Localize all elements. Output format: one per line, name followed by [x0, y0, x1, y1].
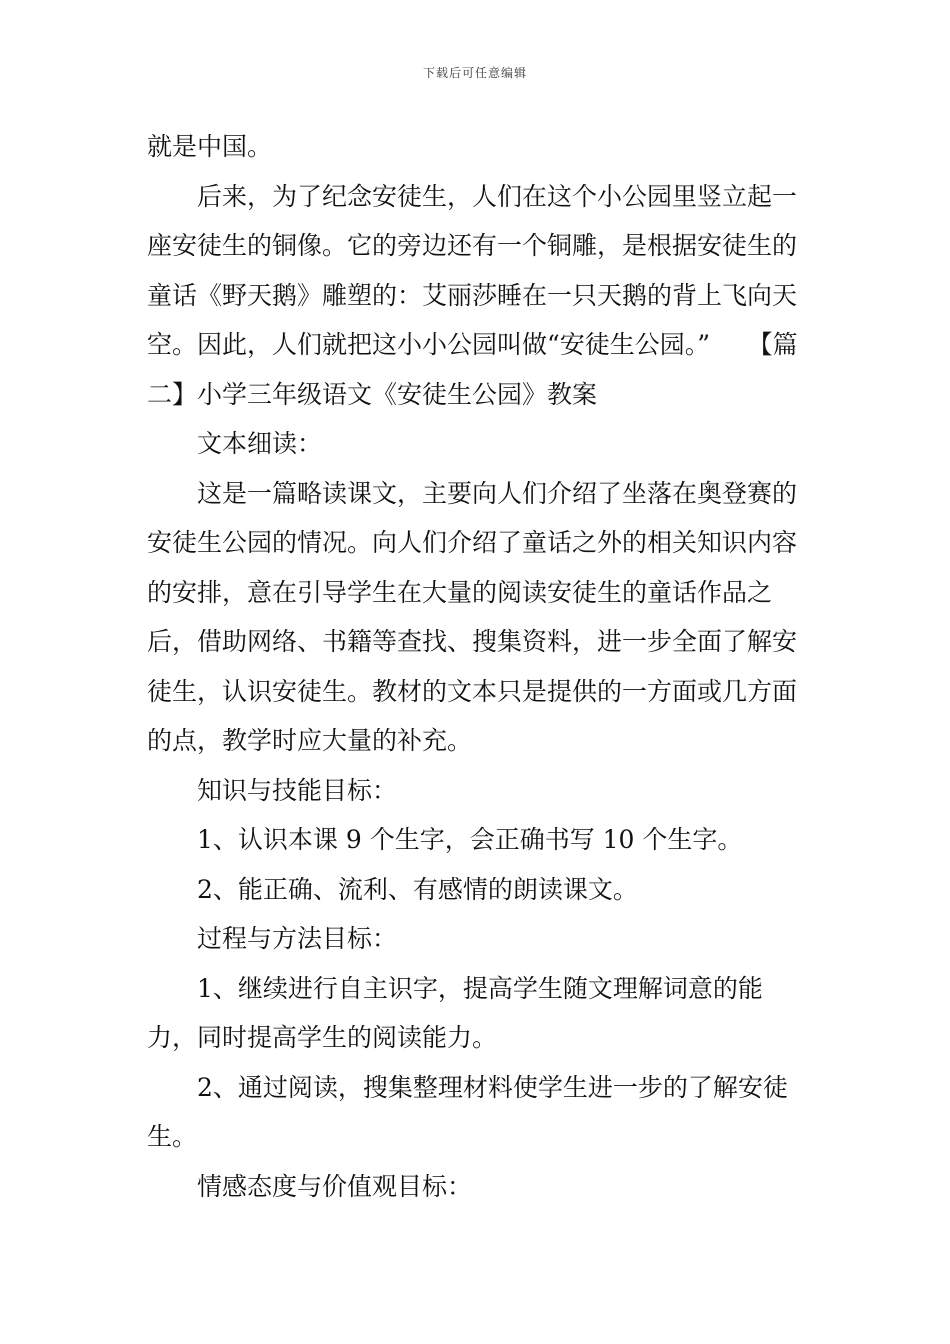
- section-heading: 情感态度与价值观目标：: [197, 1171, 473, 1201]
- page-header-note: 下载后可任意编辑: [422, 66, 527, 80]
- section-heading: 文本细读：: [197, 429, 323, 458]
- section-heading: 知识与技能目标：: [197, 775, 398, 805]
- list-item: 1、认识本课 9 个生字，会正确书写 10 个生字。: [197, 825, 743, 854]
- section-heading: 过程与方法目标：: [197, 924, 398, 953]
- list-item: 2、能正确、流利、有感情的朗读课文。: [197, 874, 638, 904]
- paragraph: 后来，为了纪念安徒生，人们在这个小公园里竖立起一座安徒生的铜像。它的旁边还有一个铜雕，是根据安徒生的童话《野天鹅》雕塑的：艾丽莎睡在一只天鹅的背上飞向天空。因此，人们就把这小小公园叫做“安徒生公园。” 【篇二】小学三年级语文《安徒生公园》教案: [147, 181, 798, 409]
- document-body: [147, 122, 807, 1211]
- paragraph: 这是一篇略读课文，主要向人们介绍了坐落在奥登赛的安徒生公园的情况。向人们介绍了童话之外的相关知识内容的安排，意在引导学生在大量的阅读安徒生的童话作品之后，借助网络、书籍等查找、搜集资料，进一步全面了解安徒生，认识安徒生。教材的文本只是提供的一方面或几方面的点，教学时应大量的补充。: [147, 478, 798, 755]
- list-item: 2、通过阅读，搜集整理材料使学生进一步的了解安徒生。: [147, 1072, 788, 1151]
- paragraph: 就是中国。: [147, 132, 273, 161]
- list-item: 1、继续进行自主识字，提高学生随文理解词意的能力，同时提高学生的阅读能力。: [147, 973, 763, 1052]
